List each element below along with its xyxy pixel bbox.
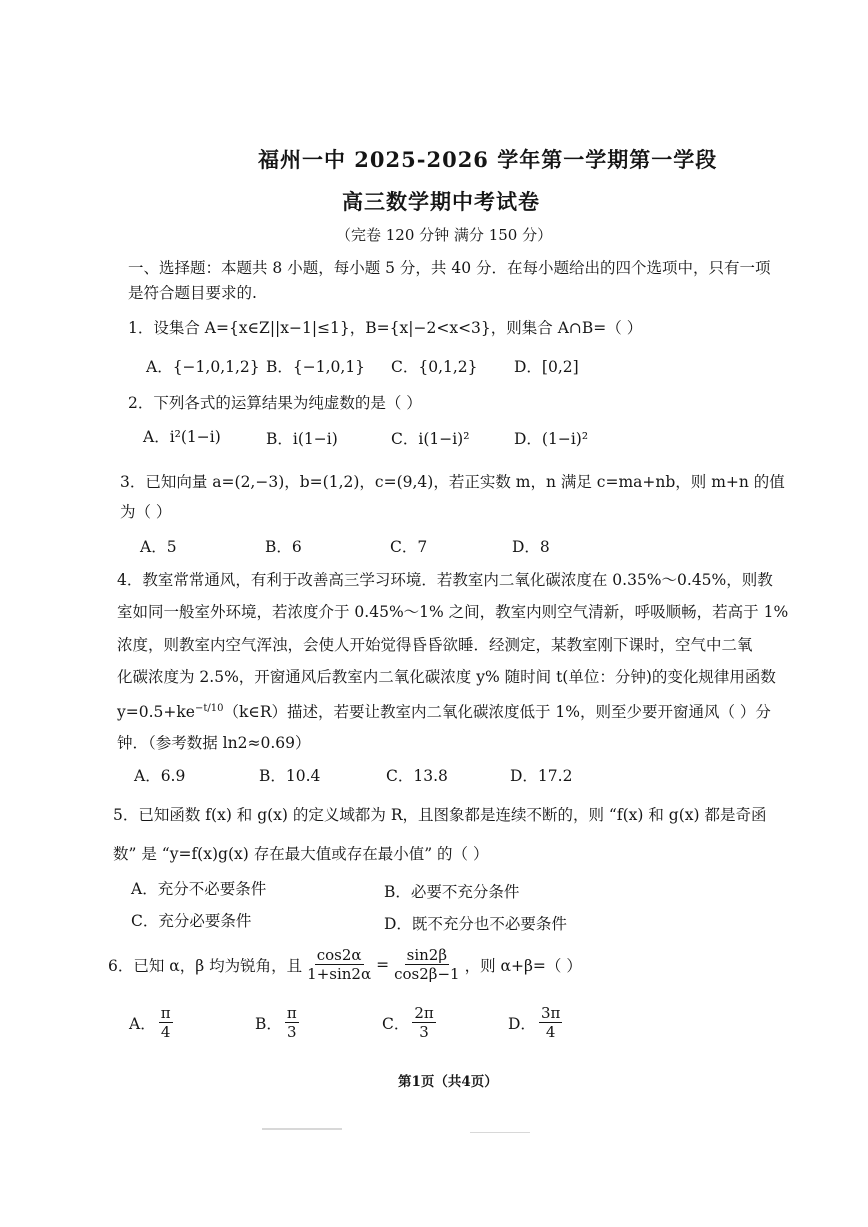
exam-info: （完卷 120 分钟 满分 150 分）: [336, 226, 553, 244]
question-4-line6: 钟．（参考数据 ln2≈0.69）: [117, 734, 311, 752]
question-5-line1: 5．已知函数 f(x) 和 g(x) 的定义域都为 R，且图象都是连续不断的，则 “f(x) 和 g(x) 都是奇函: [113, 806, 767, 824]
question-4-option-d: D．17.2: [510, 767, 573, 785]
option-d-label: D．: [508, 1014, 536, 1033]
question-5-option-d: D．既不充分也不必要条件: [384, 915, 567, 933]
question-3-option-c: C．7: [390, 538, 428, 556]
option-c-fraction: [412, 1004, 435, 1041]
question-3-stem-line1: 3．已知向量 a=(2,−3)，b=(1,2)，c=(9,4)，若正实数 m，n 满足 c=ma+nb，则 m+n 的值: [120, 473, 785, 491]
page-number-footer: 第1页（共4页）: [398, 1074, 498, 1090]
option-d-denominator: 4: [545, 1023, 556, 1041]
question-6-option-a: [129, 1004, 176, 1041]
question-6-option-d: [508, 1004, 565, 1041]
question-1-option-c: C．{0,1,2}: [391, 358, 478, 376]
question-3-option-a: A．5: [140, 538, 177, 556]
fraction-left-denominator: 1+sin2α: [307, 965, 372, 983]
section-heading-line2: 是符合题目要求的.: [128, 284, 257, 302]
option-c-numerator: 2π: [414, 1004, 434, 1022]
option-b-numerator: π: [286, 1004, 297, 1022]
question-4-formula: y=0.5+ke: [117, 703, 195, 721]
question-1-stem: 1．设集合 A={x∈Z||x−1|≤1}，B={x|−2<x<3}，则集合 A∩B=（ ）: [128, 319, 643, 337]
scan-artifact-line: [470, 1132, 530, 1133]
question-2-stem: 2．下列各式的运算结果为纯虚数的是（ ）: [128, 394, 422, 412]
question-1-option-d: D．[0,2]: [514, 358, 579, 376]
question-1-option-a: A．{−1,0,1,2}: [146, 358, 260, 376]
question-6-prefix: 6．已知 α，β 均为锐角，且: [108, 956, 303, 975]
question-4-option-b: B．10.4: [259, 767, 321, 785]
option-a-numerator: π: [160, 1004, 171, 1022]
option-d-fraction: [539, 1004, 562, 1041]
question-4-line5-text: （k∈R）描述，若要让教室内二氧化碳浓度低于 1%，则至少要开窗通风（ ）分: [223, 703, 771, 721]
question-4-line4: 化碳浓度为 2.5%，开窗通风后教室内二氧化碳浓度 y% 随时间 t(单位：分钟)的变化规律用函数: [117, 668, 776, 686]
question-2-option-d: D．(1−i)²: [514, 430, 589, 448]
option-a-label: A．: [129, 1014, 156, 1033]
option-b-label: B．: [255, 1014, 282, 1033]
option-a-denominator: 4: [160, 1023, 171, 1041]
fraction-right-denominator: cos2β−1: [394, 965, 460, 983]
exam-title: 福州一中 2025-2026 学年第一学期第一学段: [258, 147, 718, 172]
question-2-option-b: B．i(1−i): [266, 430, 338, 448]
question-4-line3: 浓度，则教室内空气浑浊，会使人开始觉得昏昏欲睡．经测定，某教室刚下课时，空气中二氧: [117, 636, 753, 654]
question-6-fraction-right: [392, 946, 461, 983]
question-6-suffix: ，则 α+β=（ ）: [464, 956, 582, 975]
question-2-option-a: A．i²(1−i): [143, 428, 221, 446]
question-6-option-c: [382, 1004, 439, 1041]
question-4-line2: 室如同一般室外环境，若浓度介于 0.45%～1% 之间，教室内则空气清新，呼吸顺畅，若高于 1%: [117, 603, 789, 621]
option-a-fraction: [159, 1004, 173, 1041]
question-3-stem-line2: 为（ ）: [120, 503, 172, 521]
fraction-left-numerator: cos2α: [316, 946, 362, 964]
option-d-numerator: 3π: [540, 1004, 561, 1022]
question-4-line1: 4．教室常常通风，有利于改善高三学习环境．若教室内二氧化碳浓度在 0.35%～0.45%，则教: [117, 571, 773, 589]
question-5-option-b: B．必要不充分条件: [384, 883, 520, 901]
question-4-option-c: C．13.8: [386, 767, 448, 785]
question-6-option-b: [255, 1004, 302, 1041]
question-3-option-d: D．8: [512, 538, 550, 556]
question-2-option-c: C．i(1−i)²: [391, 430, 470, 448]
option-c-denominator: 3: [419, 1023, 429, 1041]
question-5-option-c: C．充分必要条件: [131, 912, 252, 930]
option-b-fraction: [285, 1004, 299, 1041]
question-5-line2: 数” 是 “y=f(x)g(x) 存在最大值或存在最小值” 的（ ）: [113, 845, 489, 863]
option-c-label: C．: [382, 1014, 410, 1033]
option-b-denominator: 3: [287, 1023, 297, 1041]
question-4-line5: [117, 700, 771, 722]
scan-artifact-line: [262, 1128, 342, 1130]
section-heading-line1: 一、选择题：本题共 8 小题，每小题 5 分，共 40 分．在每小题给出的四个选项中，只有一项: [128, 259, 771, 277]
question-1-option-b: B．{−1,0,1}: [266, 358, 366, 376]
question-5-option-a: A．充分不必要条件: [131, 880, 267, 898]
fraction-right-numerator: sin2β: [406, 946, 448, 964]
exam-subtitle: 高三数学期中考试卷: [342, 189, 540, 214]
question-4-option-a: A．6.9: [134, 767, 186, 785]
question-4-formula-exponent: −t/10: [194, 702, 224, 714]
equals-sign: =: [376, 955, 390, 974]
question-3-option-b: B．6: [265, 538, 302, 556]
question-6-stem: [108, 946, 582, 983]
question-6-fraction-left: [305, 946, 373, 983]
